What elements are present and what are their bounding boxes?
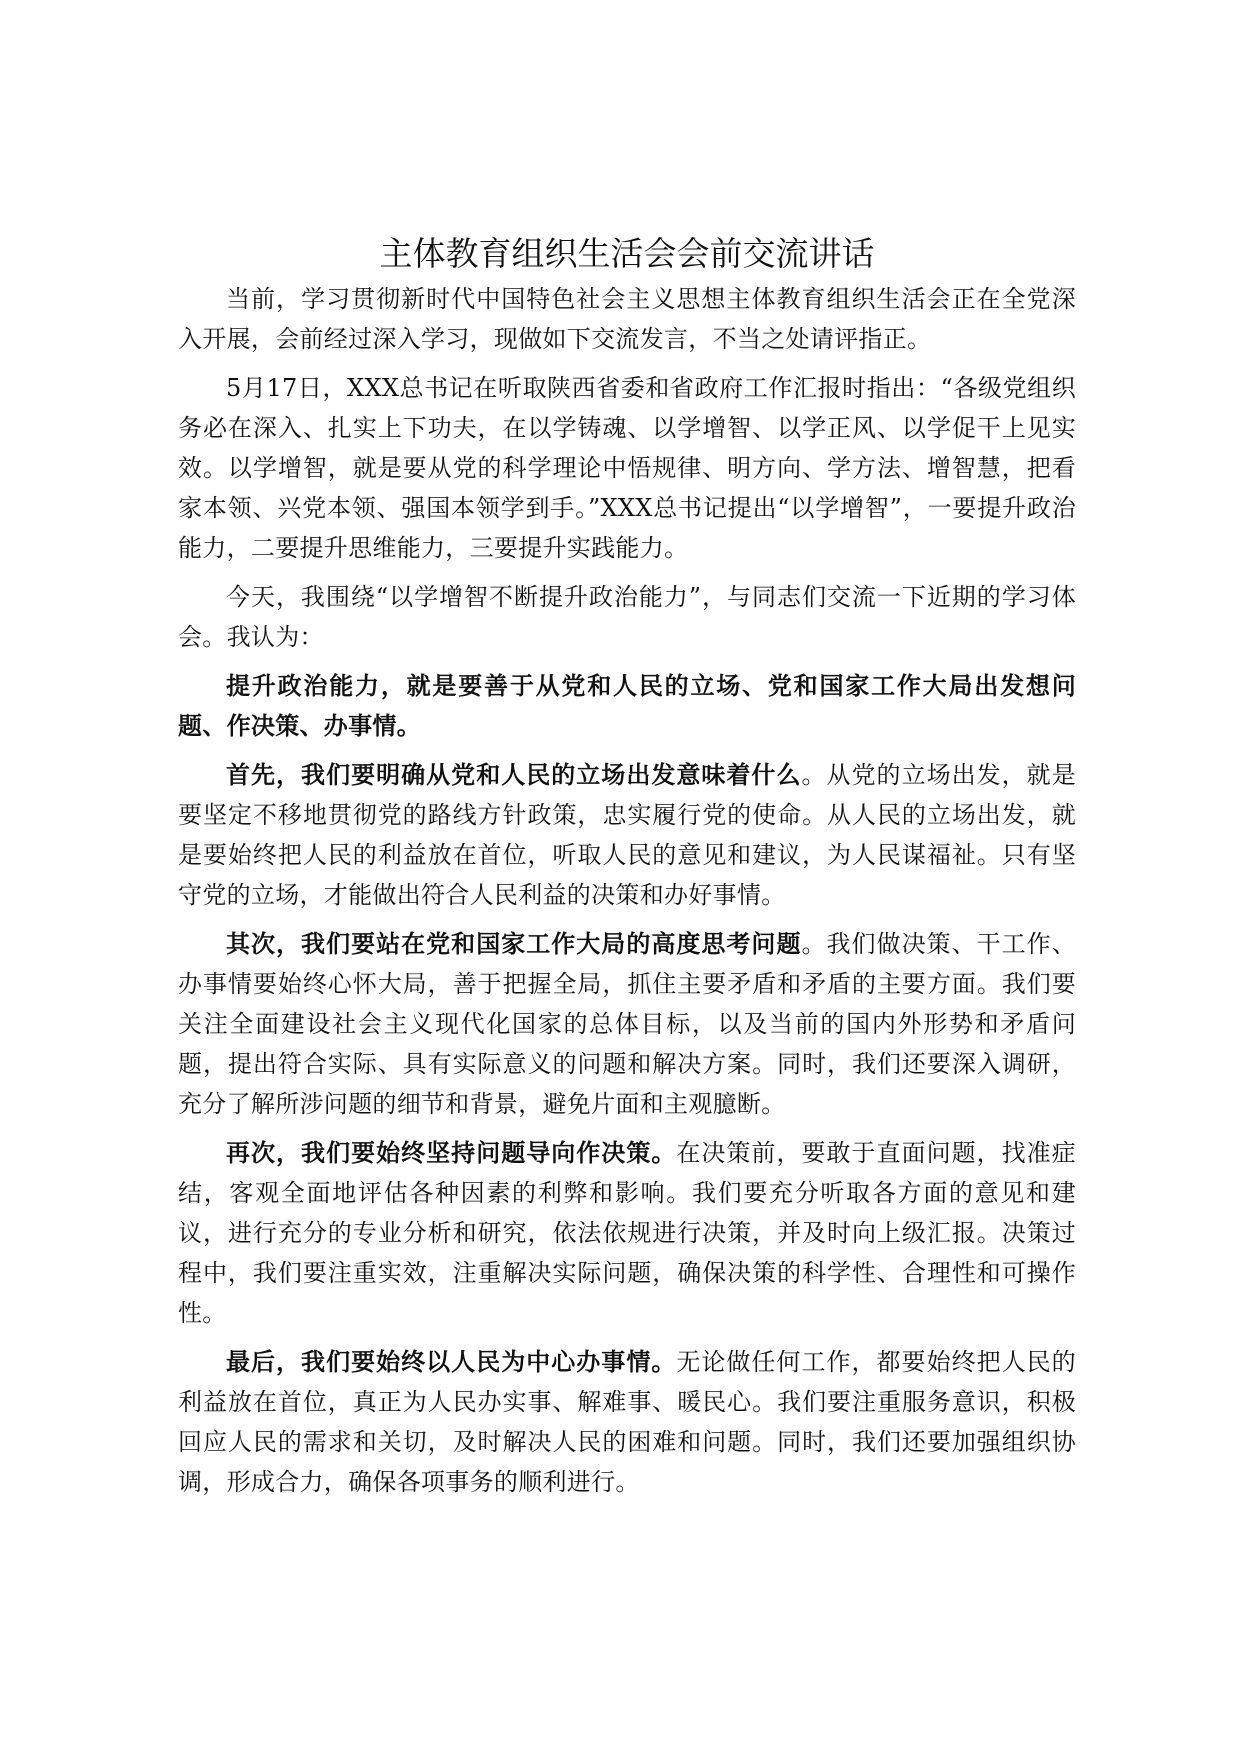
paragraph-1 bbox=[178, 279, 1076, 359]
paragraph-3 bbox=[178, 577, 1076, 657]
paragraph-8-text: 无论做任何工作，都要始终把人民的利益放在首位，真正为人民办实事、解难事、暖民心。我们要注重服务意识，积极回应人民的需求和关切，及时解决人民的困难和问题。同时，我们还要加强组织协调，形成合力，确保各项事务的顺利进行。 bbox=[178, 1348, 1076, 1496]
paragraph-5-text: 。从党的立场出发，就是要坚定不移地贯彻党的路线方针政策，忠实履行党的使命。从人民的立场出发，就是要始终把人民的利益放在首位，听取人民的意见和建议，为人民谋福祉。只有坚守党的立场，才能做出符合人民利益的决策和办好事情。 bbox=[178, 761, 1076, 909]
paragraph-6-text: 。我们做决策、干工作、办事情要始终心怀大局，善于把握全局，抓住主要矛盾和矛盾的主要方面。我们要关注全面建设社会主义现代化国家的总体目标，以及当前的国内外形势和矛盾问题，提出符合实际、具有实际意义的问题和解决方案。同时，我们还要深入调研，充分了解所涉问题的细节和背景，避免片面和主观臆断。 bbox=[178, 930, 1076, 1118]
document-title: 主体教育组织生活会会前交流讲话 bbox=[379, 234, 875, 273]
paragraph-8-last bbox=[178, 1342, 1076, 1502]
paragraph-4-bold: 提升政治能力，就是要善于从党和人民的立场、党和国家工作大局出发想问题、作决策、办事情。 bbox=[178, 671, 1076, 740]
paragraph-5-first bbox=[178, 755, 1076, 915]
paragraph-3-text: 今天，我围绕“以学增智不断提升政治能力”，与同志们交流一下近期的学习体会。我认为： bbox=[178, 583, 1076, 651]
paragraph-7-bold: 再次，我们要始终坚持问题导向作决策。 bbox=[226, 1138, 677, 1167]
paragraph-2 bbox=[178, 368, 1076, 568]
paragraph-2-text: 5月17日，XXX总书记在听取陕西省委和省政府工作汇报时指出：“各级党组织务必在深入、扎实上下功夫，在以学铸魂、以学增智、以学正风、以学促干上见实效。以学增智，就是要从党的科学理论中悟规律、明方向、学方法、增智慧，把看家本领、兴党本领、强国本领学到手。”XXX总书记提出“以学增智”，一要提升政治能力，二要提升思维能力，三要提升实践能力。 bbox=[178, 374, 1076, 562]
paragraph-4-thesis bbox=[178, 666, 1076, 746]
paragraph-5-bold: 首先，我们要明确从党和人民的立场出发意味着什么 bbox=[226, 760, 802, 789]
paragraph-1-text: 当前，学习贯彻新时代中国特色社会主义思想主体教育组织生活会正在全党深入开展，会前经过深入学习，现做如下交流发言，不当之处请评指正。 bbox=[178, 285, 1076, 353]
document-body bbox=[178, 229, 1076, 1511]
paragraph-6-bold: 其次，我们要站在党和国家工作大局的高度思考问题 bbox=[226, 929, 802, 958]
paragraph-7-text: 在决策前，要敢于直面问题，找准症结，客观全面地评估各种因素的利弊和影响。我们要充分听取各方面的意见和建议，进行充分的专业分析和研究，依法依规进行决策，并及时向上级汇报。决策过程中，我们要注重实效，注重解决实际问题，确保决策的科学性、合理性和可操作性。 bbox=[178, 1139, 1076, 1327]
paragraph-8-bold: 最后，我们要始终以人民为中心办事情。 bbox=[226, 1347, 677, 1376]
paragraph-6-second bbox=[178, 924, 1076, 1124]
paragraph-7-third bbox=[178, 1133, 1076, 1333]
